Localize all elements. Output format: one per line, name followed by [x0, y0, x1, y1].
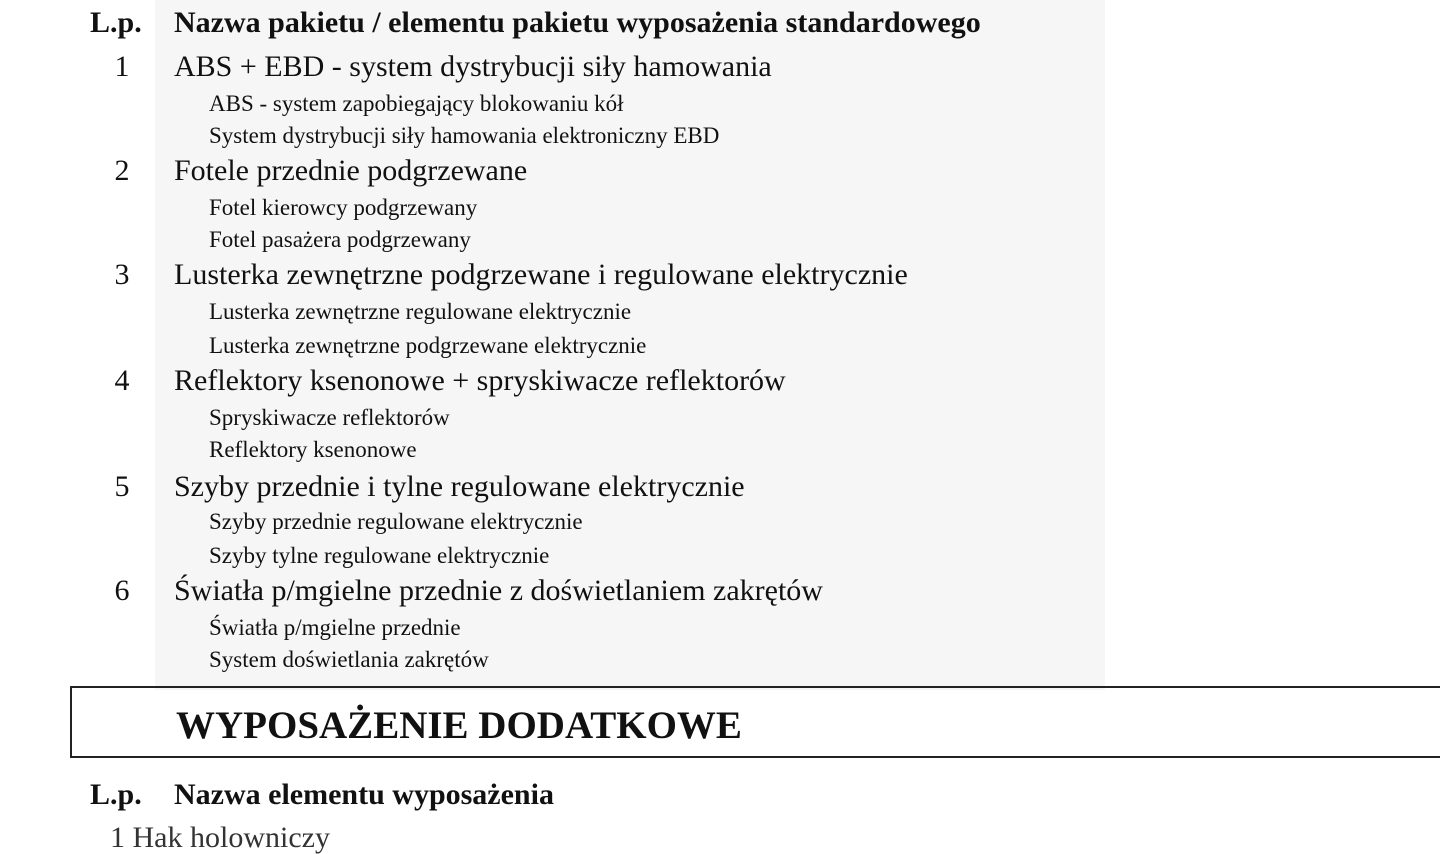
package-title: Reflektory ksenonowe + spryskiwacze reflektorów [174, 364, 786, 397]
item-number: 1 [114, 50, 130, 83]
item-number: 3 [114, 258, 130, 291]
cut-off-row: 1 Hak holowniczy [110, 821, 330, 854]
section-title: WYPOSAŻENIE DODATKOWE [176, 704, 742, 747]
item-number: 2 [114, 154, 130, 187]
item-number: 4 [114, 364, 130, 397]
package-element: Spryskiwacze reflektorów [209, 405, 450, 430]
package-element: Reflektory ksenonowe [209, 437, 417, 462]
item-number: 5 [114, 470, 130, 503]
package-title: Światła p/mgielne przednie z doświetlaniem zakrętów [174, 574, 823, 607]
package-element: System dystrybucji siły hamowania elektroniczny EBD [209, 123, 720, 148]
package-title: Szyby przednie i tylne regulowane elektrycznie [174, 470, 745, 503]
element-name-header: Nazwa elementu wyposażenia [174, 778, 554, 811]
lp-header: L.p. [90, 778, 142, 811]
section-heading-box [70, 686, 1440, 758]
package-element: System doświetlania zakrętów [209, 647, 489, 672]
package-title: ABS + EBD - system dystrybucji siły hamowania [174, 50, 772, 83]
package-name-header: Nazwa pakietu / elementu pakietu wyposażenia standardowego [174, 6, 981, 39]
lp-header: L.p. [90, 6, 142, 39]
package-title: Lusterka zewnętrzne podgrzewane i regulowane elektrycznie [174, 258, 908, 291]
package-element: ABS - system zapobiegający blokowaniu kół [209, 91, 624, 116]
package-element: Światła p/mgielne przednie [209, 615, 461, 640]
package-element: Szyby przednie regulowane elektrycznie [209, 509, 583, 534]
package-element: Lusterka zewnętrzne podgrzewane elektrycznie [209, 333, 647, 358]
package-element: Szyby tylne regulowane elektrycznie [209, 543, 550, 568]
item-number: 6 [114, 574, 130, 607]
package-element: Fotel pasażera podgrzewany [209, 227, 471, 252]
package-title: Fotele przednie podgrzewane [174, 154, 528, 187]
package-element: Fotel kierowcy podgrzewany [209, 195, 478, 220]
package-element: Lusterka zewnętrzne regulowane elektrycznie [209, 299, 632, 324]
